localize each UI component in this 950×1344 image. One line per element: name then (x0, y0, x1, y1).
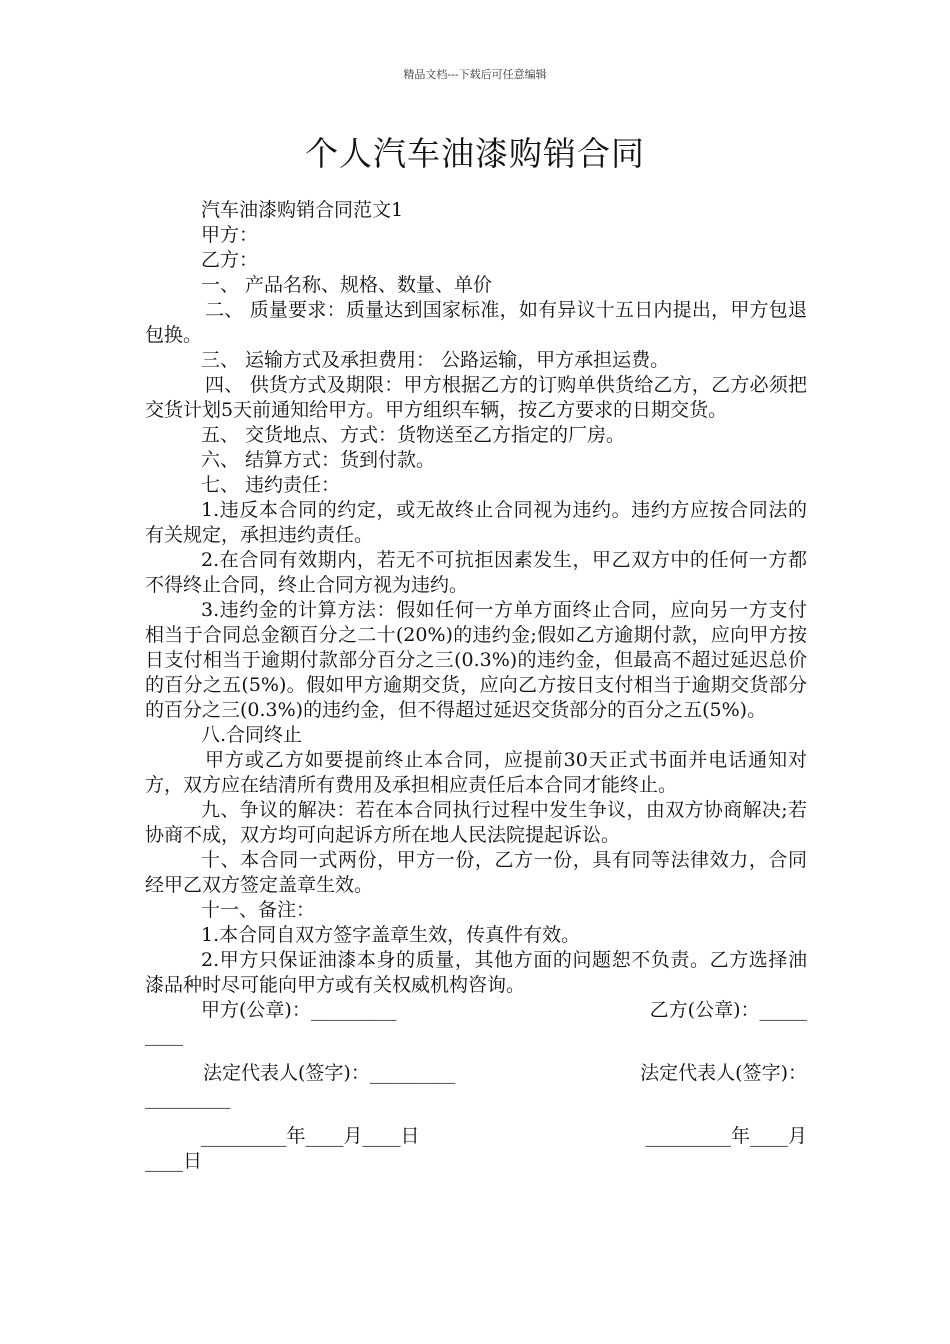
clause-2: 二、 质量要求：质量达到国家标准，如有异议十五日内提出，甲方包退包换。 (145, 299, 807, 346)
seal-party-a: 甲方(公章)：_________ (201, 999, 397, 1021)
clause-11-item-1: 1.本合同自双方签字盖章生效，传真件有效。 (201, 924, 581, 946)
clause-8: 八.合同终止 (201, 724, 303, 746)
subtitle: 汽车油漆购销合同范文1 (201, 199, 404, 221)
page-header: 精品文档---下载后可任意编辑 (403, 68, 547, 81)
representative-party-a: 法定代表人(签字)：_________ (203, 1062, 456, 1084)
seal-party-b: 乙方(公章)：_____ (649, 999, 807, 1021)
clause-8-body: 甲方或乙方如要提前终止本合同，应提前30天正式书面并电话通知对方，双方应在结清所有费用及承担相应责任后本合同才能终止。 (145, 749, 807, 796)
clause-11-item-2: 2.甲方只保证油漆本身的质量，其他方面的问题恕不负责。乙方选择油漆品种时尽可能向甲方或有关权威机构咨询。 (145, 949, 807, 996)
date-party-b: _________年____月 (645, 1125, 807, 1147)
representative-party-b-continued: _________ (145, 1087, 231, 1109)
clause-7-item-1: 1.违反本合同的约定，或无故终止合同视为违约。违约方应按合同法的有关规定，承担违约责任。 (145, 499, 807, 546)
date-party-b-continued: ____日 (145, 1150, 203, 1172)
clause-1: 一、 产品名称、规格、数量、单价 (201, 274, 493, 296)
seal-row (145, 998, 807, 1023)
party-a-line: 甲方： (201, 224, 259, 246)
clause-7-item-2: 2.在合同有效期内，若无不可抗拒因素发生，甲乙双方中的任何一方都不得终止合同，终止合同方视为违约。 (145, 549, 807, 596)
date-party-a: _________年____月____日 (201, 1125, 420, 1147)
clause-9: 九、争议的解决：若在本合同执行过程中发生争议，由双方协商解决;若协商不成，双方均可向起诉方所在地人民法院提起诉讼。 (145, 799, 807, 846)
contract-body (145, 198, 807, 1174)
clause-5: 五、 交货地点、方式：货物送至乙方指定的厂房。 (201, 424, 626, 446)
seal-party-b-continued: ____ (145, 1024, 183, 1046)
clause-6: 六、 结算方式：货到付款。 (201, 449, 436, 471)
clause-7-item-3: 3.违约金的计算方法：假如任何一方单方面终止合同，应向另一方支付相当于合同总金额百分之二十(20%)的违约金;假如乙方逾期付款，应向甲方按日支付相当于逾期付款部分百分之三(0.3%)的违约金，但最高不超过延迟总价的百分之五(5%)。假如甲方逾期交货，应向乙方按日支付相当于逾期交货部分的百分之三(0.3%)的违约金，但不得超过延迟交货部分的百分之五(5%)。 (145, 599, 807, 721)
representative-row (145, 1061, 807, 1086)
party-b-line: 乙方： (201, 249, 259, 271)
clause-11: 十一、备注： (201, 899, 316, 921)
document-title: 个人汽车油漆购销合同 (305, 134, 645, 173)
representative-party-b: 法定代表人(签字)： (640, 1062, 807, 1084)
clause-3: 三、 运输方式及承担费用： 公路运输，甲方承担运费。 (201, 349, 670, 371)
clause-10: 十、本合同一式两份，甲方一份，乙方一份，具有同等法律效力，合同经甲乙双方签定盖章生效。 (145, 849, 807, 896)
clause-7: 七、 违约责任： (201, 474, 341, 496)
clause-4: 四、 供货方式及期限：甲方根据乙方的订购单供货给乙方，乙方必须把交货计划5天前通知给甲方。甲方组织车辆，按乙方要求的日期交货。 (145, 374, 807, 421)
date-row (145, 1124, 807, 1149)
